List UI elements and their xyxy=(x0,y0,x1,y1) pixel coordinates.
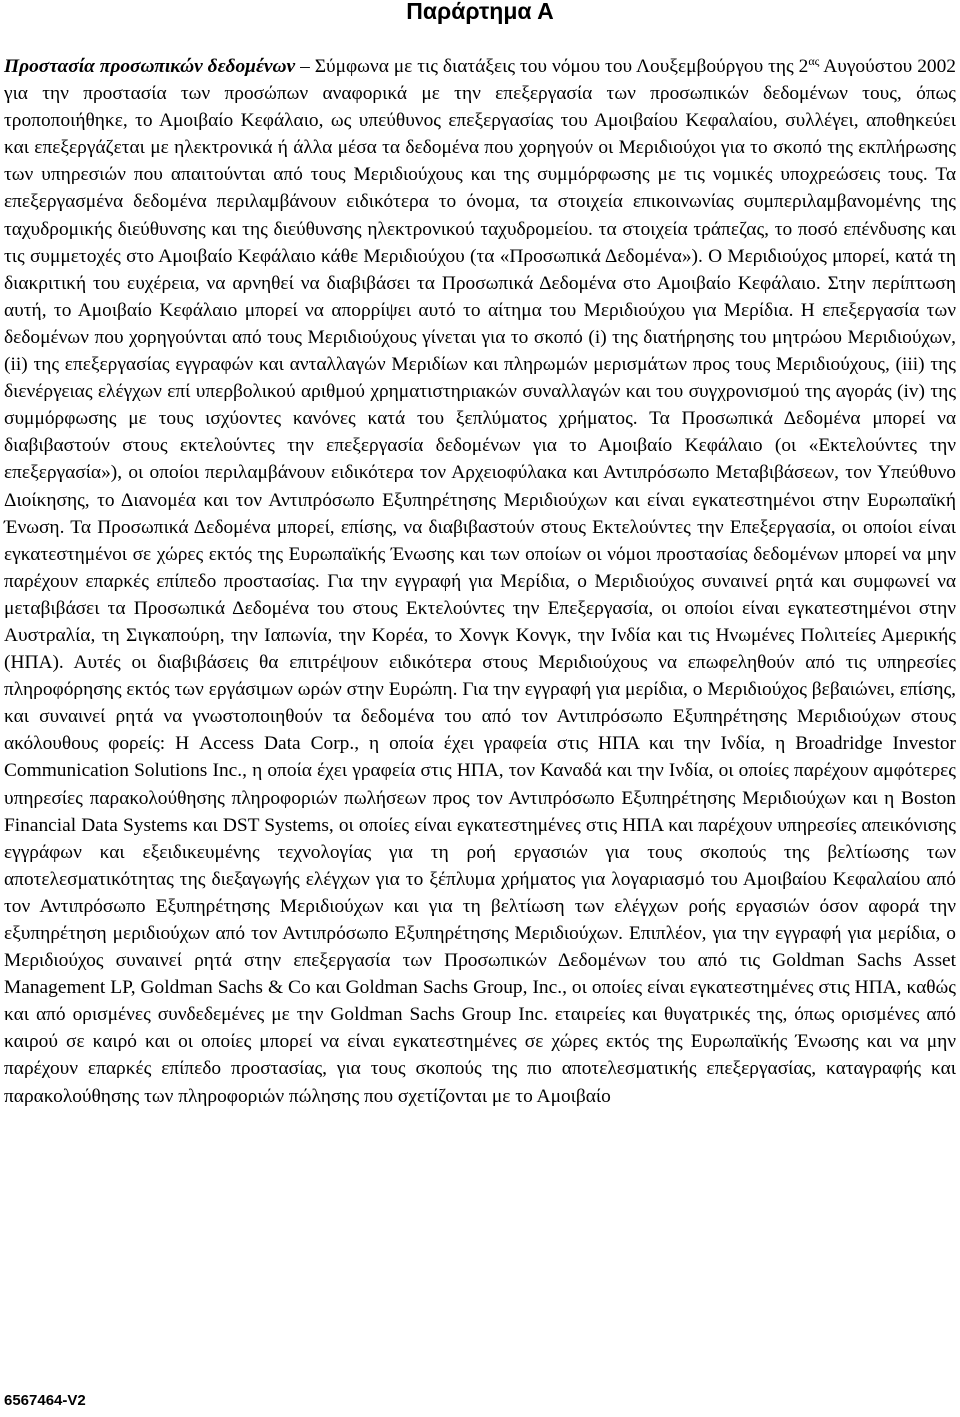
date-superscript: ας xyxy=(808,54,820,68)
page-heading: Παράρτημα Α xyxy=(406,0,554,24)
paragraph-lead: Προστασία προσωπικών δεδομένων xyxy=(4,56,296,77)
paragraph-intro: – Σύμφωνα με τις διατάξεις του νόμου του Λουξεμβούργου της 2 xyxy=(295,56,809,77)
paragraph-body: Αυγούστου 2002 για την προστασία των προσώπων αναφορικά με την επεξεργασία των προσωπικών δεδομένων τους, όπως τροποποιήθηκε, το Αμοιβαίο Κεφάλαιο, ως υπεύθυνος επεξεργασίας του Αμοιβαίου Κεφαλαίου, συλλέγει, αποθηκεύει και επεξεργάζεται με ηλεκτρονικά ή άλλα μέσα τα δεδομένα που χορηγούν οι Μεριδιούχοι για το σκοπό της εκπλήρωσης των υπηρεσιών που απαιτούνται από τους Μεριδιούχους και της συμμόρφωσης με τις νομικές υποχρεώσεις τους. Τα επεξεργασμένα δεδομένα περιλαμβάνουν ειδικότερα το όνομα, τα στοιχεία επικοινωνίας συμπεριλαμβανομένης της ταχυδρομικής διεύθυνσης και της διεύθυνσης ηλεκτρονικού ταχυδρομείου. τα στοιχεία τράπεζας, το ποσό επένδυσης και τις συμμετοχές στο Αμοιβαίο Κεφάλαιο κάθε Μεριδιούχου (τα «Προσωπικά Δεδομένα»). Ο Μεριδιούχος μπορεί, κατά τη διακριτική του ευχέρεια, να αρνηθεί να διαβιβάσει τα Προσωπικά Δεδομένα στο Αμοιβαίο Κεφάλαιο. Στην περίπτωση αυτή, το Αμοιβαίο Κεφάλαιο μπορεί να απορρίψει αυτό το αίτημα του Μεριδιούχου για Μερίδια. Η επεξεργασία των δεδομένων που χορηγούνται από τους Μεριδιούχους γίνεται για το σκοπό (i) της διατήρησης του μητρώου Μεριδιούχων, (ii) της επεξεργασίας εγγραφών και ανταλλαγών Μεριδίων και πληρωμών μερισμάτων προς τους Μεριδιούχους, (iii) της διενέργειας ελέγχων επί υπερβολικού αριθμού χρηματιστηριακών συναλλαγών και του συγχρονισμού της αγοράς (iv) της συμμόρφωσης με τους ισχύοντες κανόνες κατά του ξεπλύματος χρήματος. Τα Προσωπικά Δεδομένα μπορεί να διαβιβαστούν στους εκτελούντες την επεξεργασία δεδομένων για το Αμοιβαίο Κεφάλαιο (οι «Εκτελούντες την επεξεργασία»), οι οποίοι περιλαμβάνουν ειδικότερα τον Αρχειοφύλακα και Αντιπρόσωπο Μεταβιβάσεων, τον Υπεύθυνο Διοίκησης, το Διανομέα και τον Αντιπρόσωπο Εξυπηρέτησης Μεριδιούχων και είναι εγκατεστημένοι στην Ευρωπαϊκή Ένωση. Τα Προσωπικά Δεδομένα μπορεί, επίσης, να διαβιβαστούν στους Εκτελούντες την Επεξεργασία, οι οποίοι είναι εγκατεστημένοι σε χώρες εκτός της Ευρωπαϊκής Ένωσης και των οποίων οι νόμοι προστασίας δεδομένων μπορεί να μην παρέχουν επαρκές επίπεδο προστασίας. Για την εγγραφή για Μερίδια, ο Μεριδιούχος συναινεί ρητά και συμφωνεί να μεταβιβάσει τα Προσωπικά Δεδομένα του στους Εκτελούντες την Επεξεργασία, οι οποίοι είναι εγκατεστημένοι στην Αυστραλία, τη Σιγκαπούρη, την Ιαπωνία, την Κορέα, το Χονγκ Κονγκ, την Ινδία και τις Ηνωμένες Πολιτείες Αμερικής (ΗΠΑ). Αυτές οι διαβιβάσεις θα επιτρέψουν ειδικότερα στους Μεριδιούχους να επωφεληθούν από τις υπηρεσίες πληροφόρησης εκτός των εργάσιμων ωρών στην Ευρώπη. Για την εγγραφή για μερίδια, ο Μεριδιούχος βεβαιώνει, επίσης, και συναινεί ρητά να γνωστοποιηθούν τα δεδομένα του από τον Αντιπρόσωπο Εξυπηρέτησης Μεριδιούχων στους ακόλουθους φορείς: Η Access Data Corp., η οποία έχει γραφεία στις ΗΠΑ και την Ινδία, η Broadridge Investor Communication Solutions Inc., η οποία έχει γραφεία στις ΗΠΑ, τον Καναδά και την Ινδία, οι οποίες παρέχουν αμφότερες υπηρεσίες παρακολούθησης πληροφοριών πωλήσεων προς τον Αντιπρόσωπο Εξυπηρέτησης Μεριδιούχων και η Boston Financial Data Systems και DST Systems, οι οποίες είναι εγκατεστημένες στις ΗΠΑ και παρέχουν υπηρεσίες απεικόνισης εγγράφων και εξειδικευμένης τεχνολογίας για τη ροή εργασιών για τους σκοπούς της βελτίωσης των αποτελεσματικότητας της διεξαγωγής ελέγχων για το ξέπλυμα χρήματος για λογαριασμό του Αμοιβαίου Κεφαλαίου από τον Αντιπρόσωπο Εξυπηρέτησης Μεριδιούχων και για τη βελτίωση των ελέγχων ροής εργασιών όσον αφορά την εξυπηρέτηση μεριδιούχων από τον Αντιπρόσωπο Εξυπηρέτησης Μεριδιούχων. Επιπλέον, για την εγγραφή για μερίδια, ο Μεριδιούχος συναινεί ρητά στην επεξεργασία των Προσωπικών Δεδομένων του από τις Goldman Sachs Asset Management LP, Goldman Sachs & Co και Goldman Sachs Group, Inc., οι οποίες είναι εγκατεστημένες στις ΗΠΑ, καθώς και από ορισμένες συνδεδεμένες με την Goldman Sachs Group Inc. εταιρείες και θυγατρικές της, όπως ορισμένες από καιρού σε καιρό και οι οποίες μπορεί να είναι εγκατεστημένες σε χώρες εκτός της Ευρωπαϊκής Ένωσης και να μην παρέχουν επαρκές επίπεδο προστασίας, για τους σκοπούς της πιο αποτελεσματικής επεξεργασίας, καταγραφής και παρακολούθησης των πληροφοριών πώλησης που σχετίζονται με το Αμοιβαίο xyxy=(4,56,956,1107)
document-code: 6567464-V2 xyxy=(4,1392,86,1409)
data-protection-paragraph xyxy=(4,53,956,1110)
